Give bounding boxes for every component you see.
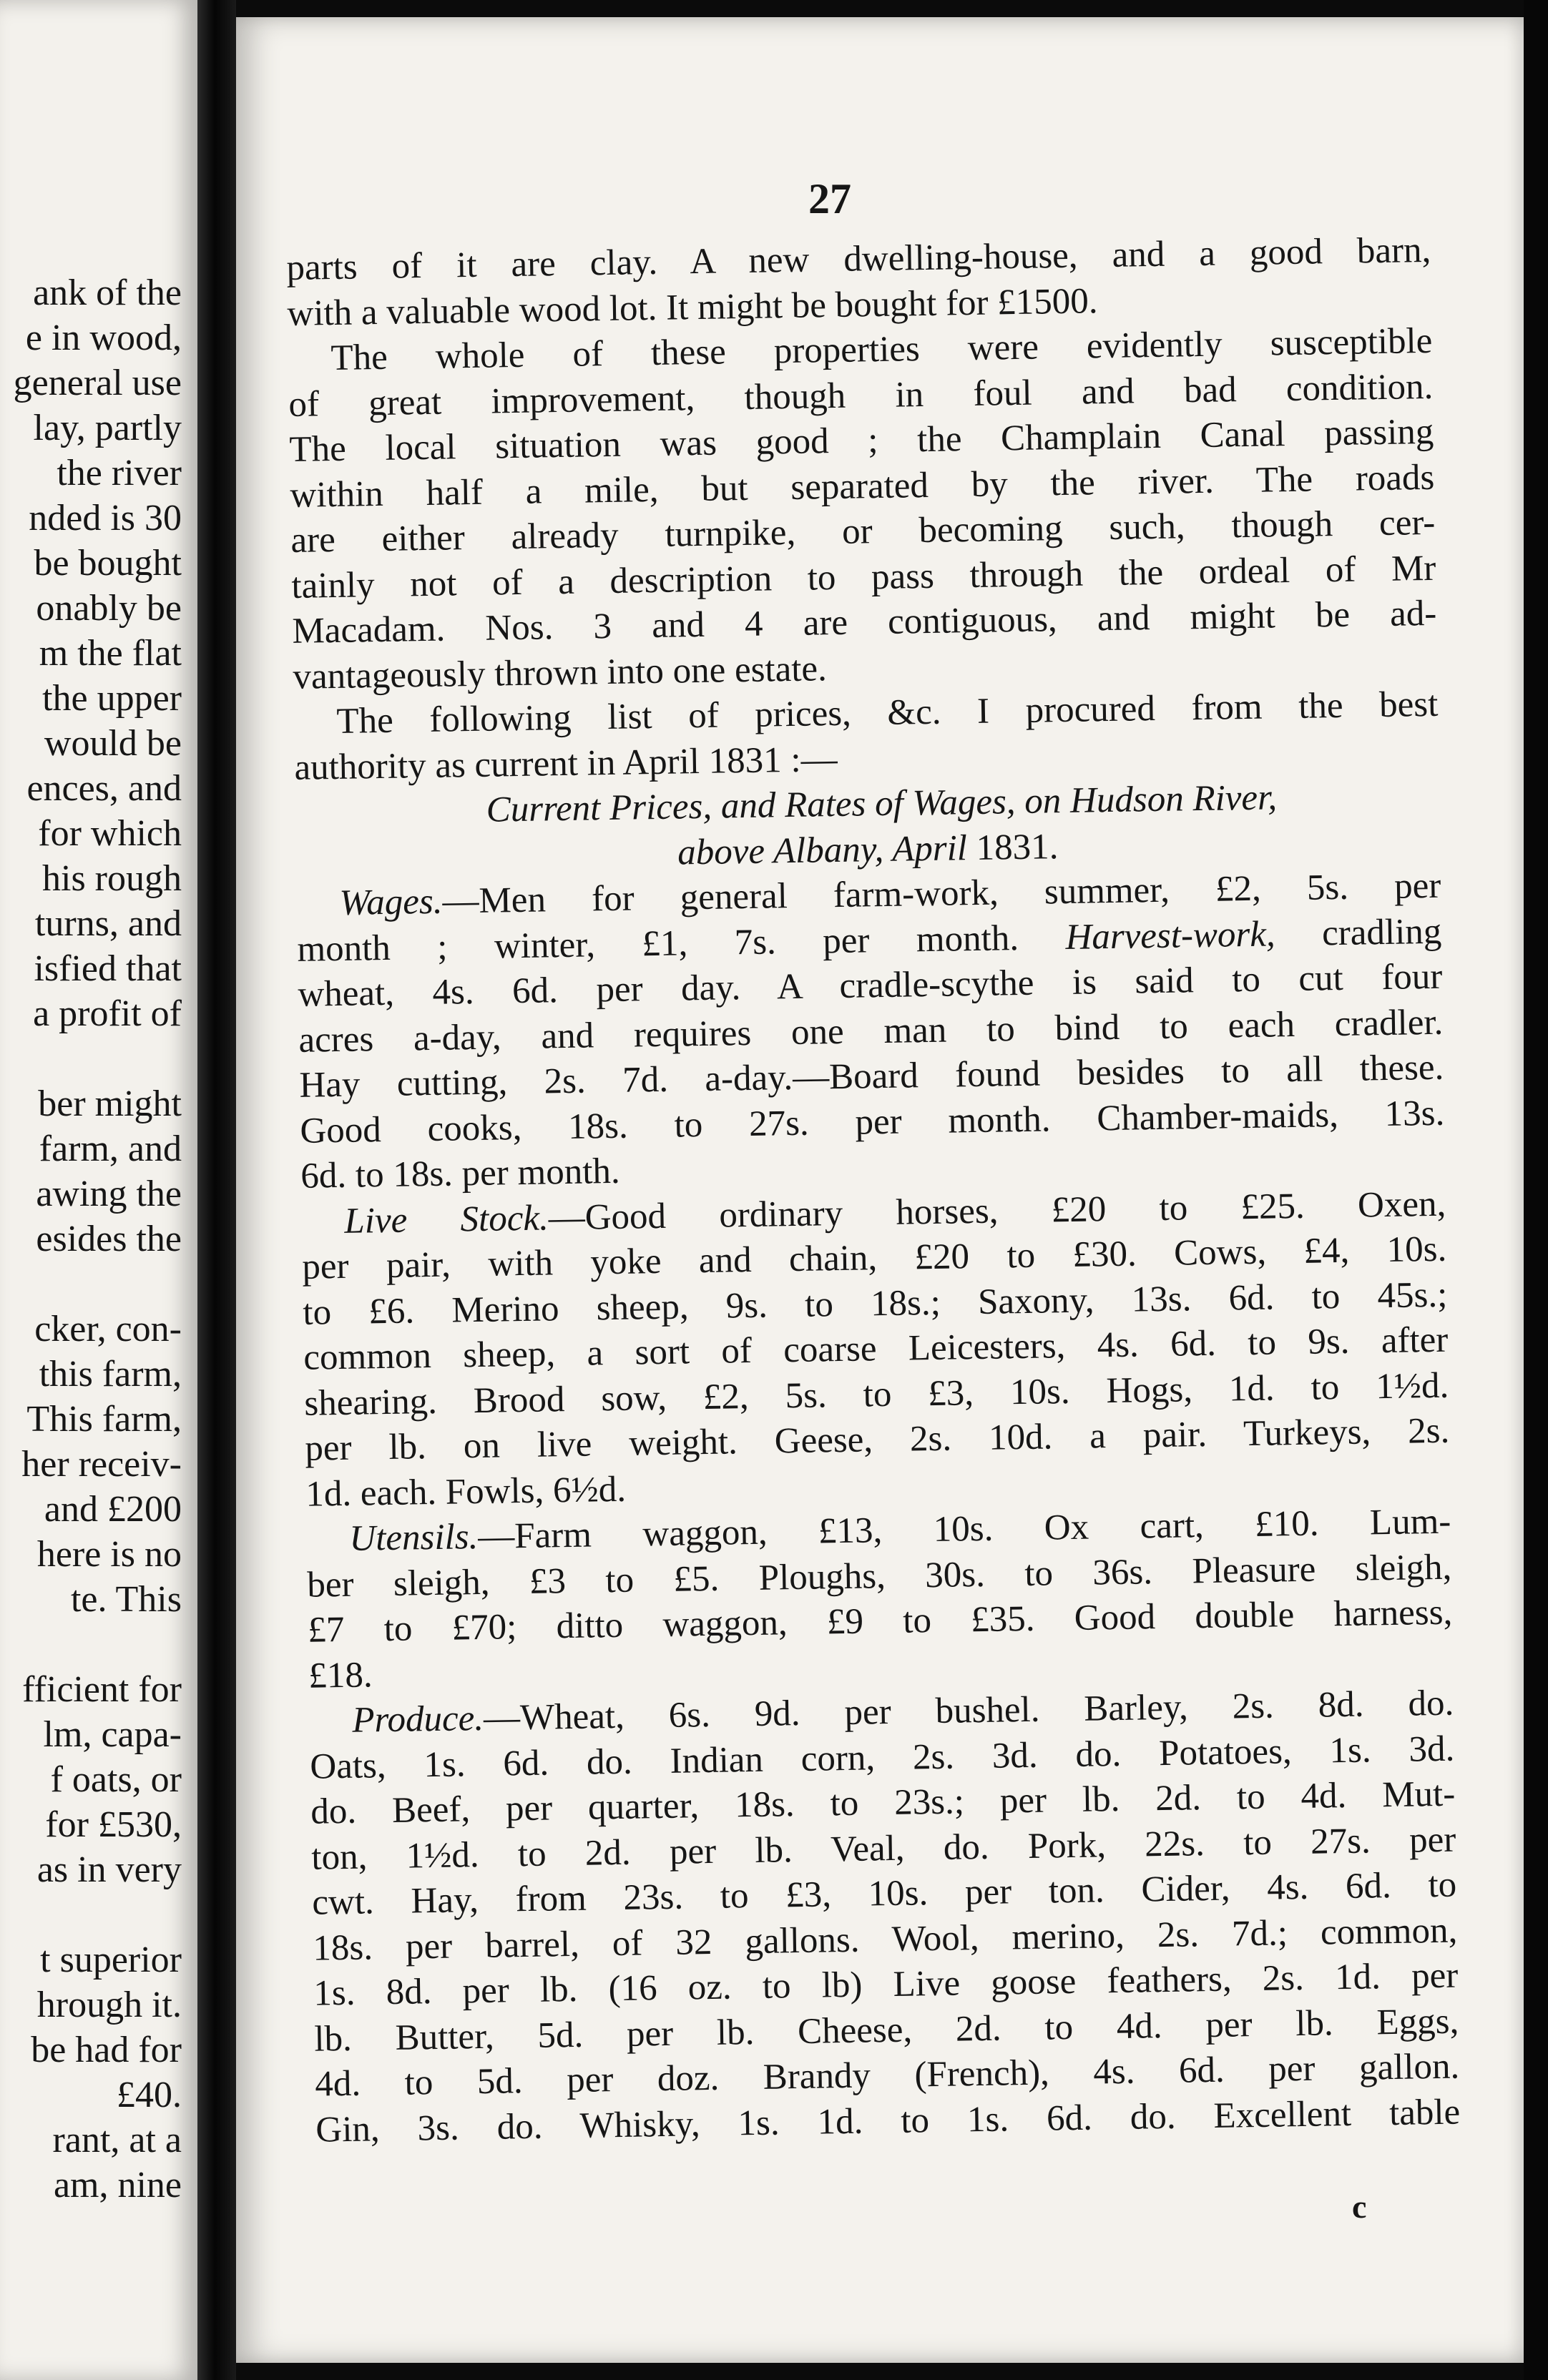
line-text: common sheep, a sort of coarse Leicesters, 4s. 6d. to 9s. after [303,1319,1449,1378]
text-line: The local situation was good ; the Champlain Canal passing [289,411,1434,470]
facing-page-line [14,1262,182,1307]
facing-page-line: te. This [70,1579,182,1620]
line-text: —Farm waggon, £13, 10s. Ox cart, £10. Lum- [477,1501,1451,1558]
text-line: The following list of prices, &c. I procured from the best [336,684,1439,742]
facing-page-line: £40. [117,2075,182,2115]
facing-page-line: ber might [38,1083,182,1124]
text-line: parts of it are clay. A new dwelling-house, and a good barn, [286,230,1431,288]
text-line: vantageously thrown into one estate. [293,648,828,697]
line-text: Good cooks, 18s. to 27s. per month. Chamber-maids, 13s. [299,1093,1445,1151]
line-text: ber sleigh, £3 to £5. Ploughs, 30s. to 36s. Pleasure sleigh, [306,1547,1452,1605]
book-gutter [197,0,236,2380]
facing-page-line [14,1622,182,1667]
facing-page-line: turns, and [34,903,182,944]
line-text: cradling [1275,911,1442,954]
line-text: Oats, 1s. 6d. do. Indian corn, 2s. 3d. do. Potatoes, 1s. 3d. [309,1729,1455,1787]
facing-page-line: general use [13,363,182,403]
facing-page-line: her receiv- [21,1444,182,1485]
text-line: with a valuable wood lot. It might be bought for £1500. [287,280,1098,334]
line-text: acres a-day, and requires one man to bind to each cradler. [298,1002,1444,1061]
facing-page-line: nded is 30 [29,498,182,539]
facing-page-line: for which [38,813,182,854]
section-label: Produce. [351,1698,484,1741]
facing-page-line: the river [57,453,182,493]
facing-page-line: e in wood, [25,318,182,358]
line-text: —Wheat, 6s. 9d. per bushel. Barley, 2s. 8d. do. [483,1683,1454,1739]
line-text: do. Beef, per quarter, 18s. to 23s.; per lb. 2d. to 4d. Mut- [310,1774,1456,1832]
intro-paragraphs [286,228,1439,791]
facing-page-line: ences, and [26,768,182,809]
facing-page-line [14,1892,182,1937]
facing-page-line: would be [44,723,182,764]
page-edge-shadow [1524,0,1548,2380]
facing-page-line: onably be [36,588,182,629]
line-text: lb. Butter, 5d. per lb. Cheese, 2d. to 4d. per lb. Eggs, [313,2001,1459,2060]
book-page [236,17,1524,2363]
facing-page-line: awing the [36,1174,182,1214]
section-label: Wages. [339,881,443,923]
line-text: 1s. 8d. per lb. (16 oz. to lb) Live goose feathers, 2s. 1d. per [313,1955,1459,2014]
section-label: Utensils. [348,1517,479,1559]
facing-page-line: ank of the [33,272,182,313]
line-text: £7 to £70; ditto waggon, £9 to £35. Good double harness, [307,1592,1453,1651]
facing-page-line: lay, partly [33,408,182,448]
line-text: —Men for general farm-work, summer, £2, 5s. per [442,865,1441,922]
text-line: are either already turnpike, or becoming such, though cer- [290,502,1436,561]
facing-page-line: for £530, [45,1804,182,1845]
line-text: month ; winter, £1, 7s. per month. [297,917,1066,970]
line-text: cwt. Hay, from 23s. to £3, 10s. per ton. Cider, 4s. 6d. to [311,1864,1457,1923]
facing-page-left [0,0,197,2380]
facing-page-line: cker, con- [34,1309,182,1349]
line-text: Gin, 3s. do. Whisky, 1s. 1d. to 1s. 6d. do. Excellent table [315,2092,1461,2150]
facing-page-line: isfied that [34,948,182,989]
signature-mark: c [1352,2188,1367,2225]
facing-page-line: lm, capa- [43,1714,182,1755]
inline-italic: Harvest-work, [1065,913,1276,958]
text-line: authority as current in April 1831 :— [294,739,838,788]
facing-page-text [14,270,182,2208]
text-line: within half a mile, but separated by the river. The roads [290,457,1435,516]
heading-text: Current Prices, and Rates of Wages, on Hudson River, [486,777,1278,830]
facing-page-line: the upper [42,678,182,719]
line-text: per pair, with yoke and chain, £20 to £30. Cows, £4, 10s. [301,1229,1447,1287]
facing-page-line: rant, at a [52,2120,182,2160]
line-text: shearing. Brood sow, £2, 5s. to £3, 10s. Hogs, 1d. to 1½d. [303,1365,1449,1424]
facing-page-line: This farm, [26,1399,182,1440]
facing-page-line [14,1036,182,1081]
page-number: 27 [808,175,851,222]
facing-page-line: t superior [40,1939,182,1980]
text-line: tainly not of a description to pass through the ordeal of Mr [291,548,1436,606]
facing-page-line: a profit of [33,993,182,1034]
section-live-stock [301,1181,1451,1518]
facing-page-line: here is no [36,1534,182,1575]
heading-text-italic: above Albany, April [677,827,968,873]
line-text: per lb. on live weight. Geese, 2s. 10d. a pair. Turkeys, 2s. [304,1410,1450,1469]
facing-page-line: and £200 [44,1489,182,1530]
section-produce [309,1681,1461,2153]
heading-year: 1831. [966,826,1059,868]
facing-page-line: f oats, or [50,1759,182,1800]
line-text: 1d. each. Fowls, 6½d. [305,1469,627,1515]
facing-page-line: as in very [36,1849,182,1890]
line-text: 18s. per barrel, of 32 gallons. Wool, merino, 2s. 7d.; common, [312,1910,1458,1969]
facing-page-line: am, nine [53,2165,182,2206]
facing-page-line: fficient for [22,1669,182,1710]
facing-page-line: be had for [31,2030,182,2070]
line-text: to £6. Merino sheep, 9s. to 18s.; Saxony, 13s. 6d. to 45s.; [302,1274,1448,1333]
line-text: ton, 1½d. to 2d. per lb. Veal, do. Pork, 22s. to 27s. per [310,1819,1456,1878]
facing-page-line: this farm, [39,1354,182,1395]
section-utensils [306,1500,1454,1699]
line-text: —Good ordinary horses, £20 to £25. Oxen, [548,1184,1446,1238]
page-body [286,228,1461,2153]
line-text: wheat, 4s. 6d. per day. A cradle-scythe is said to cut four [298,956,1443,1015]
facing-page-line: esides the [36,1219,182,1259]
facing-page-line: m the flat [39,633,182,674]
line-text: Hay cutting, 2s. 7d. a-day.—Board found besides to all these. [299,1047,1444,1106]
line-text: 6d. to 18s. per month. [300,1151,621,1196]
text-line: Macadam. Nos. 3 and 4 are contiguous, and might be ad- [292,593,1437,651]
section-wages [296,864,1446,1200]
facing-page-line: hrough it. [36,1985,182,2025]
text-line: of great improvement, though in foul and bad condition. [288,366,1434,425]
section-label: Live Stock. [343,1197,549,1241]
facing-page-line: be bought [34,543,182,584]
facing-page-line: his rough [42,858,182,899]
text-line: The whole of these properties were evidently susceptible [330,320,1433,379]
line-text: 4d. to 5d. per doz. Brandy (French), 4s. 6d. per gallon. [314,2046,1460,2105]
facing-page-line: farm, and [39,1128,182,1169]
line-text: £18. [308,1654,373,1696]
